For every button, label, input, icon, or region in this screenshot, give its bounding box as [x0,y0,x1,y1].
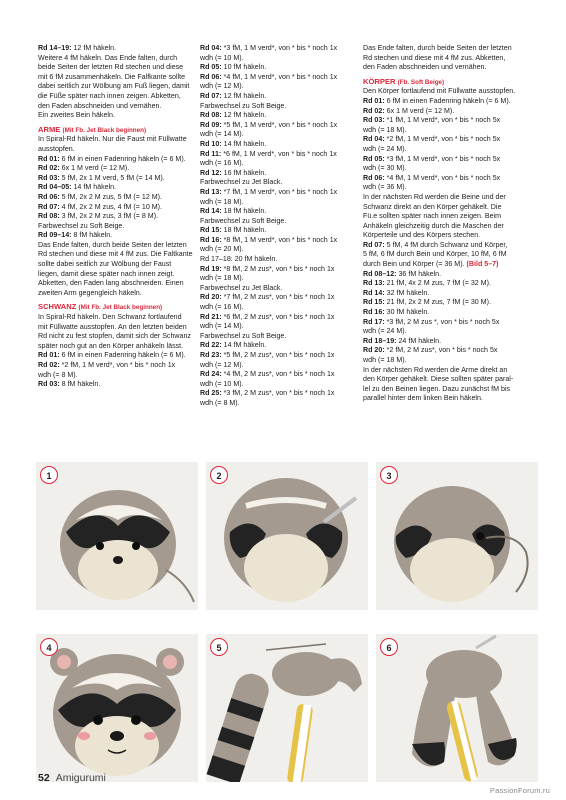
instruction-text: wdh (= 18 M). [363,125,407,134]
instruction-line [38,183,198,193]
instruction-text: 6 fM in einen Fadenring häkeln (= 6 M). [59,351,186,360]
instruction-line [363,394,526,404]
instruction-line [200,303,360,313]
rd07-continuation: durch Bein und Körper (= 36 M). (Bild 5–7) [363,260,499,269]
step-photo-3 [376,462,538,610]
round-label: Rd 08: [38,212,60,221]
instruction-text: *3 fM, 2 M zus*, von * bis * noch 1x [221,389,335,398]
instruction-text: *2 fM, 1 M verd*, von * bis * noch 1x [59,361,176,369]
instruction-text: In Spiral-Rd häkeln. Den Schwanz fortlaufend [38,313,182,322]
instruction-text: In der nächsten Rd werden die Beine und der [363,192,506,201]
instruction-line [200,284,360,294]
instruction-line [200,370,360,380]
step-photo-4 [36,634,198,782]
instruction-line [38,54,198,64]
step-number-badge: 1 [40,466,58,484]
tail-and-legs-photo [206,634,368,782]
instruction-text: wdh (= 8 M). [200,398,240,407]
instruction-line [200,322,360,332]
step-photos [36,462,546,782]
instruction-line [200,332,360,342]
instruction-line [200,389,360,399]
instruction-line [363,270,526,280]
instruction-text: Rd stechen und diese mit 4 fM zus. Die Faltkante [38,250,193,259]
instruction-text: wdh (= 18 M). [200,274,244,283]
instruction-text: den Faden abschneiden und vernähen. [38,101,162,110]
section-heading-schwanz: SCHWANZ (Mit Fb. Jet Black beginnen) [38,302,163,312]
body-instructions-continued [363,270,526,404]
image-reference: (Bild 5–7) [466,260,499,269]
instruction-line [363,356,526,366]
instruction-text: 5 fM, 2x 1 M verd, 5 fM (= 14 M). [59,173,165,182]
instruction-line [363,193,526,203]
arms-instructions [38,135,198,298]
instruction-text: 5 fM, 4 fM durch Schwanz und Körper, [384,240,508,249]
instruction-line [200,217,360,227]
column-3 [363,44,526,404]
instruction-text: 6x 1 M verd (= 12 M). [59,164,130,173]
round-label: Rd 01: [38,351,60,360]
instruction-text: 14 fM häkeln. [221,341,267,350]
instruction-line [363,385,526,395]
instruction-line [38,279,198,289]
instruction-line [363,279,526,289]
instruction-text: Abketten, den Faden lang abschneiden. Einen [38,279,184,288]
instruction-line [38,222,198,232]
instruction-text: *4 fM, 2 M zus*, von * bis * noch 1x [221,370,335,379]
instruction-text: wdh (= 14 M). [200,130,244,139]
instruction-text: *4 fM, 1 M verd*, von * bis * noch 5x [384,173,501,182]
instruction-line [200,351,360,361]
instruction-line [363,212,526,222]
round-label: Rd 21: [200,312,222,321]
instruction-line [38,323,198,333]
instruction-line [363,366,526,376]
instruction-line [200,102,360,112]
instruction-text: Farbwechsel zu Jet Black. [200,178,283,187]
instruction-line [38,92,198,102]
instruction-text: Rd stechen und diese mit 4 fM zus. Abketten, [363,53,506,62]
round-label: Rd 17: [363,317,385,326]
instruction-text: *5 fM, 2 M zus*, von * bis * noch 1x [221,351,335,359]
round-label: Rd 13: [200,187,222,196]
round-label: Rd 14: [363,288,385,297]
instruction-text: wdh (= 14 M). [200,322,244,331]
raccoon-face-finished-photo [36,634,198,782]
instruction-line [200,92,360,102]
round-label: Rd 01: [38,154,60,163]
instruction-line [200,274,360,284]
instruction-line [38,351,198,361]
round-label: Rd 08: [200,111,222,120]
round-label: Rd 06: [38,192,60,201]
instruction-line [363,183,526,193]
instruction-text: *2 fM, 2 M zus*, von * bis * noch 5x [384,346,498,355]
instruction-line [200,380,360,390]
round-label: Rd 07: [363,240,385,249]
round-label: Rd 20: [200,293,222,302]
instruction-line [363,164,526,174]
instruction-text: 32 fM häkeln. [384,288,430,297]
instruction-text: Den Körper fortlaufend mit Füllwatte ausstopfen. [363,87,516,96]
instruction-line [200,399,360,409]
instruction-text: 14 fM häkeln. [71,183,117,192]
instruction-line [200,150,360,160]
instruction-text: später noch gut an den Körper anhäkeln lässt. [38,341,184,350]
instruction-text: 3 fM, 2x 2 M zus, 3 fM (= 8 M). [59,212,159,221]
instruction-text: wdh (= 24 M). [363,327,407,336]
instruction-line [200,159,360,169]
instruction-text: 6 fM in einen Fadenring häkeln (= 6 M). [384,96,511,105]
tail-instructions [38,313,198,390]
instruction-text: 12 fM häkeln. [221,91,267,100]
instruction-line [38,342,198,352]
instruction-line [200,63,360,73]
round-label: Rd 22: [200,341,222,350]
round-label: Rd 19: [200,264,222,273]
round-label: Rd 20: [363,346,385,355]
instruction-line [38,231,198,241]
instruction-line [363,250,526,260]
round-label: Rd 24: [200,370,222,379]
instruction-text: 21 fM, 2x 2 M zus, 7 fM (= 30 M). [384,298,491,307]
round-label: Rd 04: [200,44,222,52]
instruction-line [38,164,198,174]
page-footer [38,772,106,784]
instruction-text: In der nächsten Rd werden die Arme direkt an [363,365,508,374]
instruction-text: 30 fM häkeln. [384,308,430,317]
instruction-text: Das Ende falten, durch beide Seiten der letzten [38,240,187,249]
raccoon-head-side-photo [376,462,538,610]
instruction-text: beide Seiten der letzten Rd stechen und diese [38,63,184,72]
round-label: Rd 08–12: [363,269,397,278]
step-photo-5 [206,634,368,782]
tail-end-instructions [363,44,526,73]
instruction-line [200,121,360,131]
round-label: Rd 06: [363,173,385,182]
instruction-line [363,318,526,328]
instruction-line [200,188,360,198]
instruction-line [363,116,526,126]
instruction-text: *3 fM, 1 M verd*, von * bis * noch 1x [221,44,338,52]
instruction-line [363,308,526,318]
instruction-text: 6 fM in einen Fadenring häkeln (= 6 M). [59,154,186,163]
instruction-text: den Körper gehäkelt. Diese sollten später paral- [363,375,514,384]
instruction-line [200,236,360,246]
instruction-line [200,226,360,236]
instruction-line [38,250,198,260]
instruction-line [363,327,526,337]
instruction-line [200,169,360,179]
round-label: Rd 09–14: [38,231,72,240]
instruction-text: 14 fM häkeln. [221,139,267,148]
instruction-line [200,54,360,64]
instruction-text: wdh (= 30 M). [363,164,407,173]
instruction-line [200,140,360,150]
instruction-line [200,130,360,140]
instruction-text: Schwanz direkt an den Körper gehäkelt. Die [363,202,502,211]
step-number-badge: 3 [380,466,398,484]
instruction-line [38,289,198,299]
step-number-badge: 5 [210,638,228,656]
instruction-line [38,102,198,112]
instruction-text: mit 6 fM zusammenhäkeln. Die Falfkante sollte [38,72,186,81]
instruction-line [363,44,526,54]
instruction-text: 5 fM, 6 fM durch Bein und Körper, 10 fM, 6 fM [363,250,507,259]
legs-attachment-photo [376,634,538,782]
round-label: Rd 15: [363,298,385,307]
step-number-badge: 2 [210,466,228,484]
round-label: Rd 13: [363,279,385,288]
instruction-line [363,203,526,213]
instruction-text: Farbwechsel zu Soft Beige. [200,101,287,110]
instruction-text: sollte dabei seitlich zur Wölbung der Faust [38,260,172,269]
instruction-line [363,174,526,184]
instruction-line [363,241,526,251]
section-heading-arme: ARME (Mit Fb. Jet Black beginnen) [38,124,147,134]
instruction-text: *1 fM, 1 M verd*, von * bis * noch 5x [384,116,501,125]
instruction-text: *2 fM, 1 M verd*, von * bis * noch 5x [384,135,501,144]
round-label: Rd 23: [200,351,222,359]
instruction-line [200,178,360,188]
instruction-line [38,260,198,270]
instruction-text: Anhäkeln gleichzeitig durch die Maschen der [363,221,504,230]
instruction-text: 8 fM häkeln. [71,231,113,240]
instruction-text: 12 fM häkeln. [71,44,117,52]
round-label: Rd 01: [363,96,385,105]
round-label: Rd 05: [200,63,222,72]
instruction-text: Weitere 4 fM häkeln. Das Ende falten, durch [38,53,178,62]
instruction-line [38,332,198,342]
column-2 [200,44,360,409]
instruction-text: Farbwechsel zu Soft Beige. [200,216,287,225]
step-photo-1 [36,462,198,610]
instruction-line [38,361,198,371]
instruction-text: die Füße später nach innen zeigen. Abketten, [38,91,181,100]
legs-end-instructions [38,44,198,121]
instruction-text: liegen, damit diese später nach innen zeigt. [38,269,175,278]
column-1 [38,44,198,390]
instruction-line [363,97,526,107]
instruction-text: mit Füllwatte ausstopfen. An den letzten beiden [38,322,187,331]
instruction-line [200,111,360,121]
instruction-line [38,145,198,155]
instruction-text: 18 fM häkeln. [221,226,267,235]
step-photo-2 [206,462,368,610]
instruction-text: *4 fM, 1 M verd*, von * bis * noch 1x [221,72,338,81]
instruction-text: wdh (= 12 M). [200,360,244,369]
magazine-name: Amigurumi [55,772,106,784]
instruction-text: den Faden abschneiden und vernähen. [363,63,487,72]
instruction-text: ausstopfen. [38,144,75,153]
round-label: Rd 16: [363,308,385,317]
instruction-line [38,241,198,251]
instruction-text: Farbwechsel zu Jet Black. [200,283,283,292]
instruction-text: 24 fM häkeln. [396,336,442,345]
instruction-text: wdh (= 18 M). [200,197,244,206]
instruction-text: wdh (= 16 M). [200,303,244,312]
instruction-text: 36 fM häkeln. [396,269,442,278]
instruction-line [363,135,526,145]
page-number: 52 [38,772,50,784]
instruction-text: Farbwechsel zu Soft Beige. [200,331,287,340]
instruction-line [200,198,360,208]
instruction-line [38,371,198,381]
instruction-line [363,145,526,155]
instruction-line [363,375,526,385]
round-label: Rd 02: [38,361,60,369]
instruction-line [38,313,198,323]
instruction-text: *3 fM, 1 M verd*, von * bis * noch 5x [384,154,501,163]
instruction-text: In Spiral-Rd häkeln. Nur die Faust mit Füllwatte [38,135,187,144]
instruction-text: *7 fM, 1 M verd*, von * bis * noch 1x [221,187,338,196]
round-label: Rd 09: [200,120,222,129]
instruction-text: *6 fM, 2 M zus*, von * bis * noch 1x [221,312,335,321]
round-label: Rd 07: [38,202,60,211]
instruction-text: Fü.e sollten später nach innen zeigen. Beim [363,212,502,221]
instruction-line [200,293,360,303]
instruction-text: *8 fM, 2 M zus*, von * bis * noch 1x [221,264,335,273]
instruction-line [363,337,526,347]
watermark: PassionForum.ru [489,786,550,795]
instruction-line [363,231,526,241]
round-label: Rd 04: [363,135,385,144]
instruction-text: zweiten Arm gegengleich häkeln. [38,288,142,297]
instruction-text: lel zu den Beinen liegen. Dazu zunächst fM bis [363,384,511,393]
instruction-text: wdh (= 12 M). [200,82,244,91]
instruction-line [363,289,526,299]
raccoon-head-top-photo [206,462,368,610]
instruction-line [200,361,360,371]
instruction-line [363,107,526,117]
instruction-line [363,87,526,97]
instruction-line [38,174,198,184]
round-label: Rd 25: [200,389,222,398]
instruction-line [363,346,526,356]
round-label: Rd 02: [38,164,60,173]
instruction-line [200,82,360,92]
instruction-text: wdh (= 10 M). [200,53,244,62]
step-photo-6 [376,634,538,782]
instruction-line [38,155,198,165]
round-label: Rd 14: [200,207,222,216]
instruction-text: *7 fM, 2 M zus*, von * bis * noch 1x [221,293,335,302]
instruction-line [200,207,360,217]
section-heading-koerper: KÖRPER (Fb. Soft Beige) [363,76,445,86]
instruction-line [363,155,526,165]
instruction-line [363,298,526,308]
instruction-line [363,54,526,64]
instruction-line [38,82,198,92]
instruction-text: *8 fM, 1 M verd*, von * bis * noch 1x [221,235,338,244]
instruction-text: 10 fM häkeln. [221,63,267,72]
round-label: Rd 03: [38,380,60,389]
instruction-text: 21 fM, 4x 2 M zus, 7 fM (= 32 M). [384,279,491,288]
instruction-line [38,193,198,203]
tail-rounds-instructions [200,44,360,409]
instruction-text: Farbwechsel zu Soft Beige. [38,221,125,230]
instruction-line [363,63,526,73]
round-label: Rd 18–19: [363,336,397,345]
round-label: Rd 06: [200,72,222,81]
instruction-text: 12 fM häkeln. [221,111,267,120]
round-label: Rd 15: [200,226,222,235]
round-label: Rd 05: [363,154,385,163]
instruction-text: 16 fM häkeln. [221,168,267,177]
round-label: Rd 04–05: [38,183,72,192]
round-label: Rd 02: [363,106,385,115]
instruction-line [38,212,198,222]
instruction-line [38,270,198,280]
instruction-text: Rd nicht zu fest stopfen, damit sich der Schwanz [38,332,191,341]
instruction-text: *3 fM, 2 M zus *, von * bis * noch 5x [384,317,500,326]
instruction-text: wdh (= 8 M). [38,370,78,379]
step-number-badge: 6 [380,638,398,656]
instruction-line [38,380,198,390]
instruction-line [200,255,360,265]
instruction-text: 8 fM häkeln. [59,380,101,389]
instruction-text: wdh (= 36 M). [363,183,407,192]
instruction-text: parallel hinter dem linken Bein häkeln. [363,394,483,403]
instruction-line [38,203,198,213]
instruction-line [38,111,198,121]
instruction-text: Körperteile und des Körpers stechen. [363,231,481,240]
instruction-text: dabei seitlich zur Wölbung am Fuß liegen, damit [38,82,190,91]
instruction-text: Rd 17–18: 20 fM häkeln. [200,255,278,264]
instruction-text: wdh (= 18 M). [363,356,407,364]
instruction-line [363,222,526,232]
round-label: Rd 03: [363,116,385,125]
round-label: Rd 11: [200,149,222,158]
instruction-line [200,245,360,255]
instruction-text: 4 fM, 2x 2 M zus, 4 fM (= 10 M). [59,202,162,211]
instruction-text: wdh (= 24 M). [363,144,407,153]
instruction-line [200,313,360,323]
instruction-text: Das Ende falten, durch beide Seiten der letzten [363,44,512,52]
raccoon-face-photo [36,462,198,610]
instruction-text: *6 fM, 1 M verd*, von * bis * noch 1x [221,149,337,158]
round-label: Rd 12: [200,168,222,177]
instruction-line [38,73,198,83]
round-label: Rd 16: [200,235,222,244]
instruction-text: 5 fM, 2x 2 M zus, 5 fM (= 12 M). [59,192,162,201]
round-label: Rd 03: [38,173,60,182]
round-label: Rd 10: [200,139,222,148]
instruction-text: 6x 1 M verd (= 12 M). [384,106,455,115]
round-label: Rd 14–19: [38,44,72,52]
instruction-line [200,341,360,351]
round-label: Rd 07: [200,91,222,100]
body-instructions [363,87,526,260]
instruction-text: wdh (= 20 M). [200,245,244,254]
instruction-line [38,135,198,145]
instruction-line [200,265,360,275]
instruction-line [200,44,360,54]
instruction-text: *5 fM, 1 M verd*, von * bis * noch 1x [221,120,338,129]
instruction-text: 18 fM häkeln. [221,207,267,216]
instruction-line [38,44,198,54]
step-number-badge: 4 [40,638,58,656]
instruction-text: wdh (= 10 M). [200,379,244,388]
instruction-line [200,73,360,83]
instruction-text: wdh (= 16 M). [200,159,244,168]
instruction-line [38,63,198,73]
instruction-line [363,126,526,136]
instruction-text: Ein zweites Bein häkeln. [38,111,115,120]
